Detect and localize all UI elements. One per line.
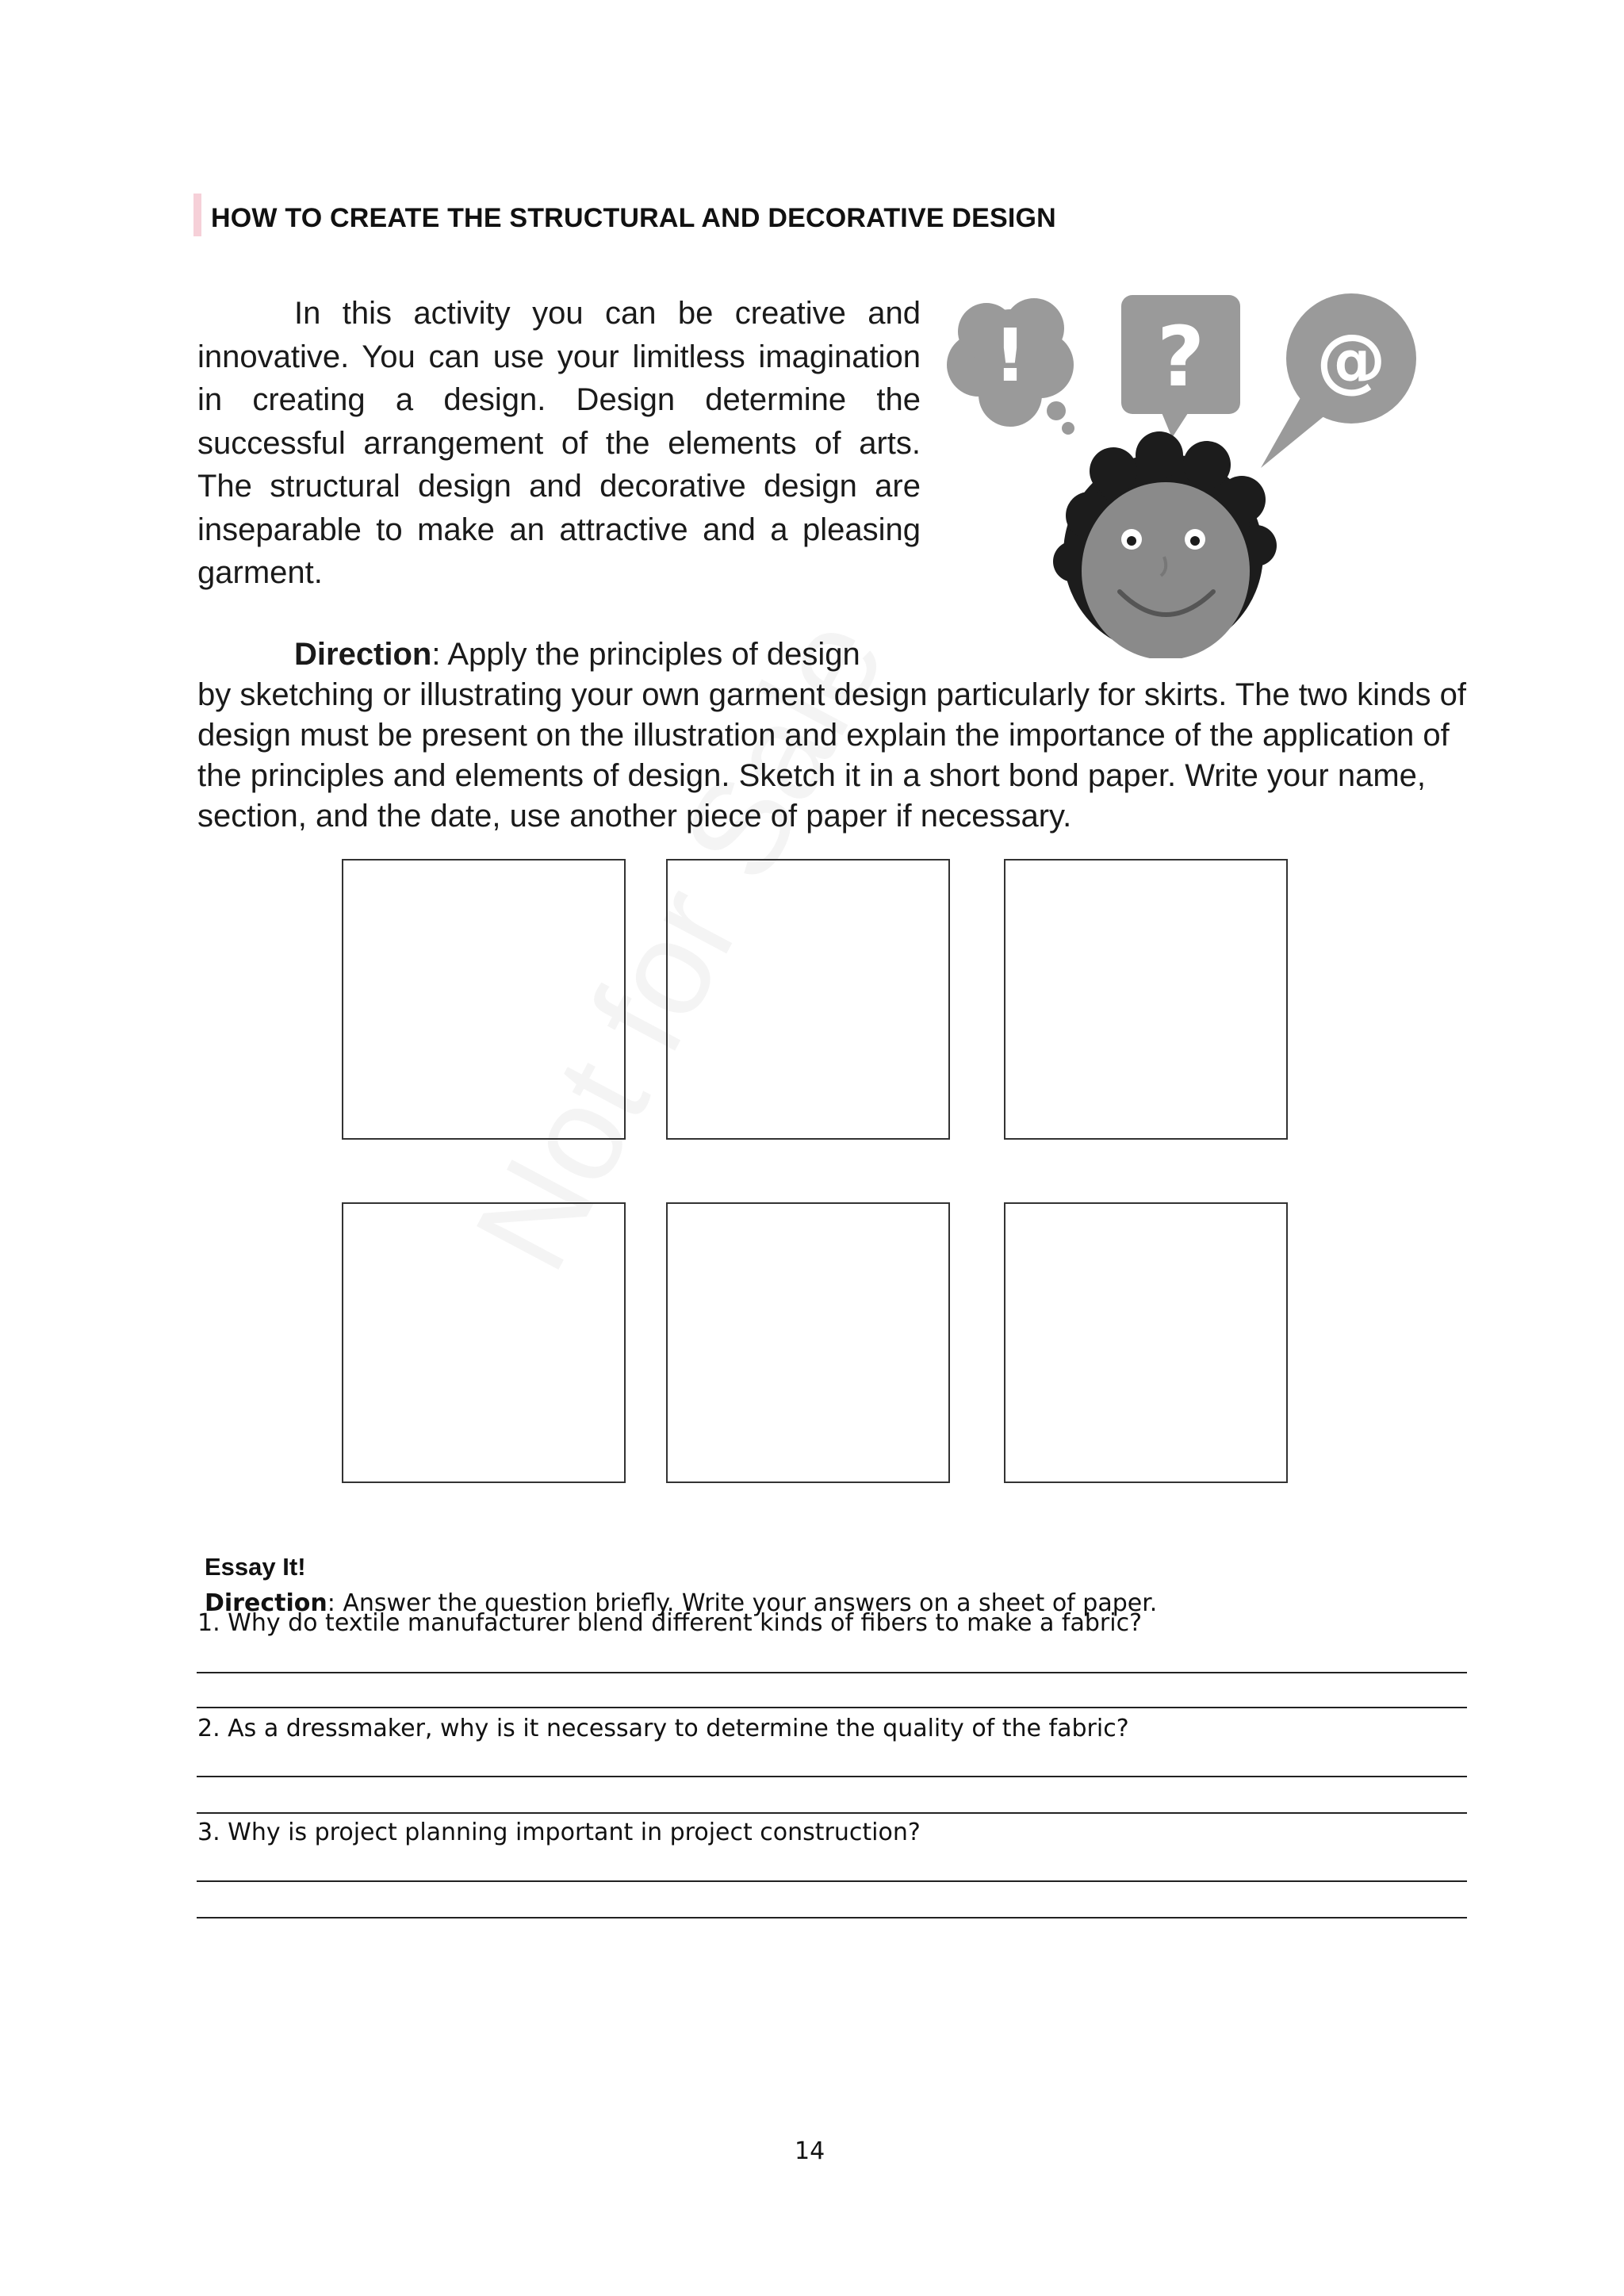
smiling-face-icon xyxy=(1053,431,1277,658)
sketch-box[interactable] xyxy=(342,859,626,1140)
page-title: HOW TO CREATE THE STRUCTURAL AND DECORATIVE DESIGN xyxy=(211,203,1056,233)
thought-bubble-exclamation-icon xyxy=(947,298,1074,435)
page-number: 14 xyxy=(795,2137,825,2165)
essay-title: Essay It! xyxy=(205,1553,306,1581)
speech-bubble-question-icon xyxy=(1121,295,1240,438)
sketch-box[interactable] xyxy=(1004,859,1288,1140)
essay-question-3: 3. Why is project planning important in project construction? xyxy=(197,1819,921,1846)
answer-line[interactable] xyxy=(197,1672,1467,1673)
direction-first-line-text: : Apply the principles of design xyxy=(431,637,860,672)
speech-bubble-at-icon xyxy=(1261,293,1416,468)
question-symbol: ? xyxy=(1156,309,1205,405)
direction-first-line xyxy=(294,634,860,674)
thinking-face-illustration xyxy=(937,292,1437,658)
sketch-box[interactable] xyxy=(342,1202,626,1483)
answer-line[interactable] xyxy=(197,1812,1467,1814)
answer-line[interactable] xyxy=(197,1776,1467,1777)
direction-label: Direction xyxy=(294,637,432,672)
answer-line[interactable] xyxy=(197,1917,1467,1918)
sketch-box[interactable] xyxy=(1004,1202,1288,1483)
title-accent-bar xyxy=(193,194,201,236)
answer-line[interactable] xyxy=(197,1880,1467,1882)
essay-direction-text: : Answer the question briefly. Write your answers on a sheet of paper. xyxy=(327,1589,1158,1617)
exclamation-symbol: ! xyxy=(994,313,1027,398)
essay-question-2: 2. As a dressmaker, why is it necessary to determine the quality of the fabric? xyxy=(197,1715,1129,1742)
sketch-box[interactable] xyxy=(666,1202,950,1483)
essay-question-1: 1. Why do textile manufacturer blend different kinds of fibers to make a fabric? xyxy=(197,1609,1142,1637)
sketch-box[interactable] xyxy=(666,859,950,1140)
intro-paragraph: In this activity you can be creative and innovative. You can use your limitless imagination in creating a design. Design determine the successful arrangement of the elements of arts. The structural design and decorative design are inseparable to make an attractive and a pleasing garment. xyxy=(197,296,921,590)
answer-line[interactable] xyxy=(197,1707,1467,1708)
direction-paragraph: by sketching or illustrating your own garment design particularly for skirts. The two kinds of design must be present on the illustration and explain the importance of the application of the principles and elements of design. Sketch it in a short bond paper. Write your name, section, and the date, use another piece of paper if necessary. xyxy=(197,677,1466,834)
at-symbol: @ xyxy=(1316,319,1386,401)
essay-direction-label: Direction xyxy=(205,1589,327,1617)
